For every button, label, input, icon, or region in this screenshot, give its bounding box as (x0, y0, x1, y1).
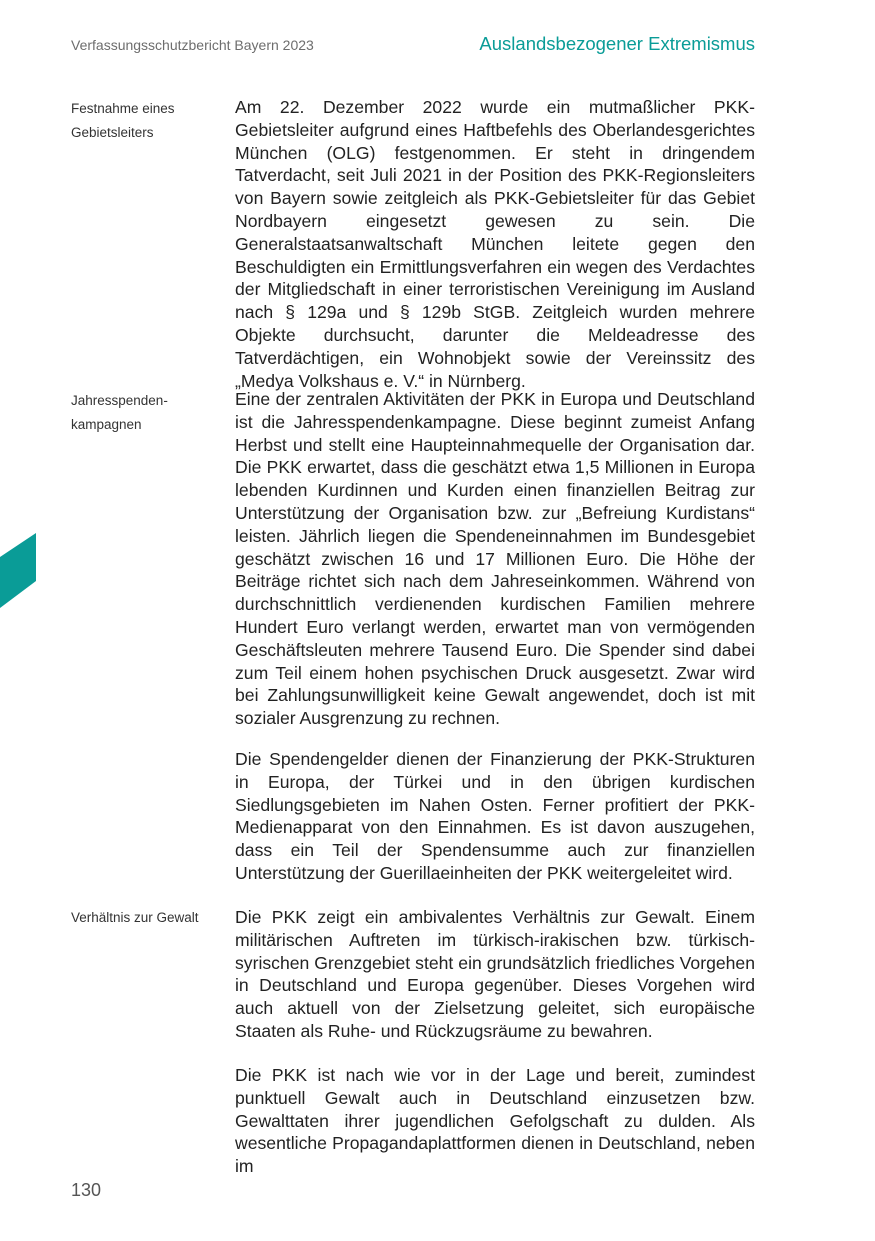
paragraph-gewalt: Die PKK zeigt ein ambivalentes Verhältnis zur Gewalt. Einem militärischen Auftreten im türkisch-irakischen bzw. türkisch-syrischen Grenzgebiet steht ein grundsätzlich friedliches Vorgehen in Deutschland und Europa gegenüber. Dieses Vorgehen wird auch aktuell von der Zielsetzung geleitet, sich europäische Staaten als Ruhe- und Rückzugsräume zu bewahren. (235, 907, 755, 1041)
paragraph-gewalt-deutschland: Die PKK ist nach wie vor in der Lage und bereit, zumindest punktuell Gewalt auch in Deutschland einzusetzen bzw. Gewalttaten ihrer jugendlichen Gefolgschaft zu dulden. Als wesentliche Propagandaplattformen dienen in Deutschland, neben im (235, 1065, 755, 1177)
running-header-title: Verfassungsschutzbericht Bayern 2023 (71, 37, 314, 53)
margin-note-gewalt: Verhältnis zur Gewalt (71, 910, 199, 925)
page-number: 130 (71, 1180, 102, 1200)
margin-note-jahresspenden: Jahresspenden-kampagnen (71, 393, 168, 432)
paragraph-jahresspenden: Eine der zentralen Aktivitäten der PKK in Europa und Deutschland ist die Jahresspendenkampagne. Diese beginnt zumeist Anfang Herbst und stellt eine Haupteinnahmequelle der Organisation dar. Die PKK erwartet, dass die geschätzt etwa 1,5 Millionen in Europa lebenden Kurdinnen und Kurden einen finanziellen Beitrag zur Unterstützung der Organisation bzw. zur „Befreiung Kurdistans“ leisten. Jährlich liegen die Spendeneinnahmen im Bundesgebiet geschätzt zwischen 16 und 17 Millionen Euro. Die Höhe der Beiträge richtet sich nach dem Jahreseinkommen. Während von durchschnittlich verdienenden kurdischen Familien mehrere Hundert Euro verlangt werden, erwartet man von vermögenden Geschäftsleuten mehrere Tausend Euro. Die Spender sind dabei zum Teil einem hohen psychischen Druck ausgesetzt. Zwar wird bei Zahlungsunwilligkeit keine Gewalt angewendet, doch ist mit sozialer Ausgrenzung zu rechnen. (235, 389, 755, 729)
chapter-tab-marker (0, 533, 36, 608)
paragraph-festnahme: Am 22. Dezember 2022 wurde ein mutmaßlicher PKK-Gebietsleiter aufgrund eines Haftbefehls des Oberlandesgerichtes München (OLG) festgenommen. Er steht in dringendem Tatverdacht, seit Juli 2021 in der Position des PKK-Regionsleiters von Bayern sowie zeitgleich als PKK-Gebietsleiter für das Gebiet Nordbayern eingesetzt gewesen zu sein. Die Generalstaatsanwaltschaft München leitete gegen den Beschuldigten ein Ermittlungsverfahren ein wegen des Verdachtes der Mitgliedschaft in einer terroristischen Vereinigung im Ausland nach § 129a und § 129b StGB. Zeitgleich wurden mehrere Objekte durchsucht, darunter die Meldeadresse des Tatverdächtigen, ein Wohnobjekt sowie der Vereinssitz des „Medya Volkshaus e. V.“ in Nürnberg. (235, 97, 755, 391)
margin-note-festnahme: Festnahme eines Gebietsleiters (71, 101, 175, 140)
chapter-title: Auslandsbezogener Extremismus (479, 33, 755, 54)
paragraph-spendengelder: Die Spendengelder dienen der Finanzierung der PKK-Strukturen in Europa, der Türkei und in den übrigen kurdischen Siedlungsgebieten im Nahen Osten. Ferner profitiert der PKK-Medienapparat von den Einnahmen. Es ist davon auszugehen, dass ein Teil der Spendensumme auch zur finanziellen Unterstützung der Guerillaeinheiten der PKK weitergeleitet wird. (235, 749, 755, 883)
